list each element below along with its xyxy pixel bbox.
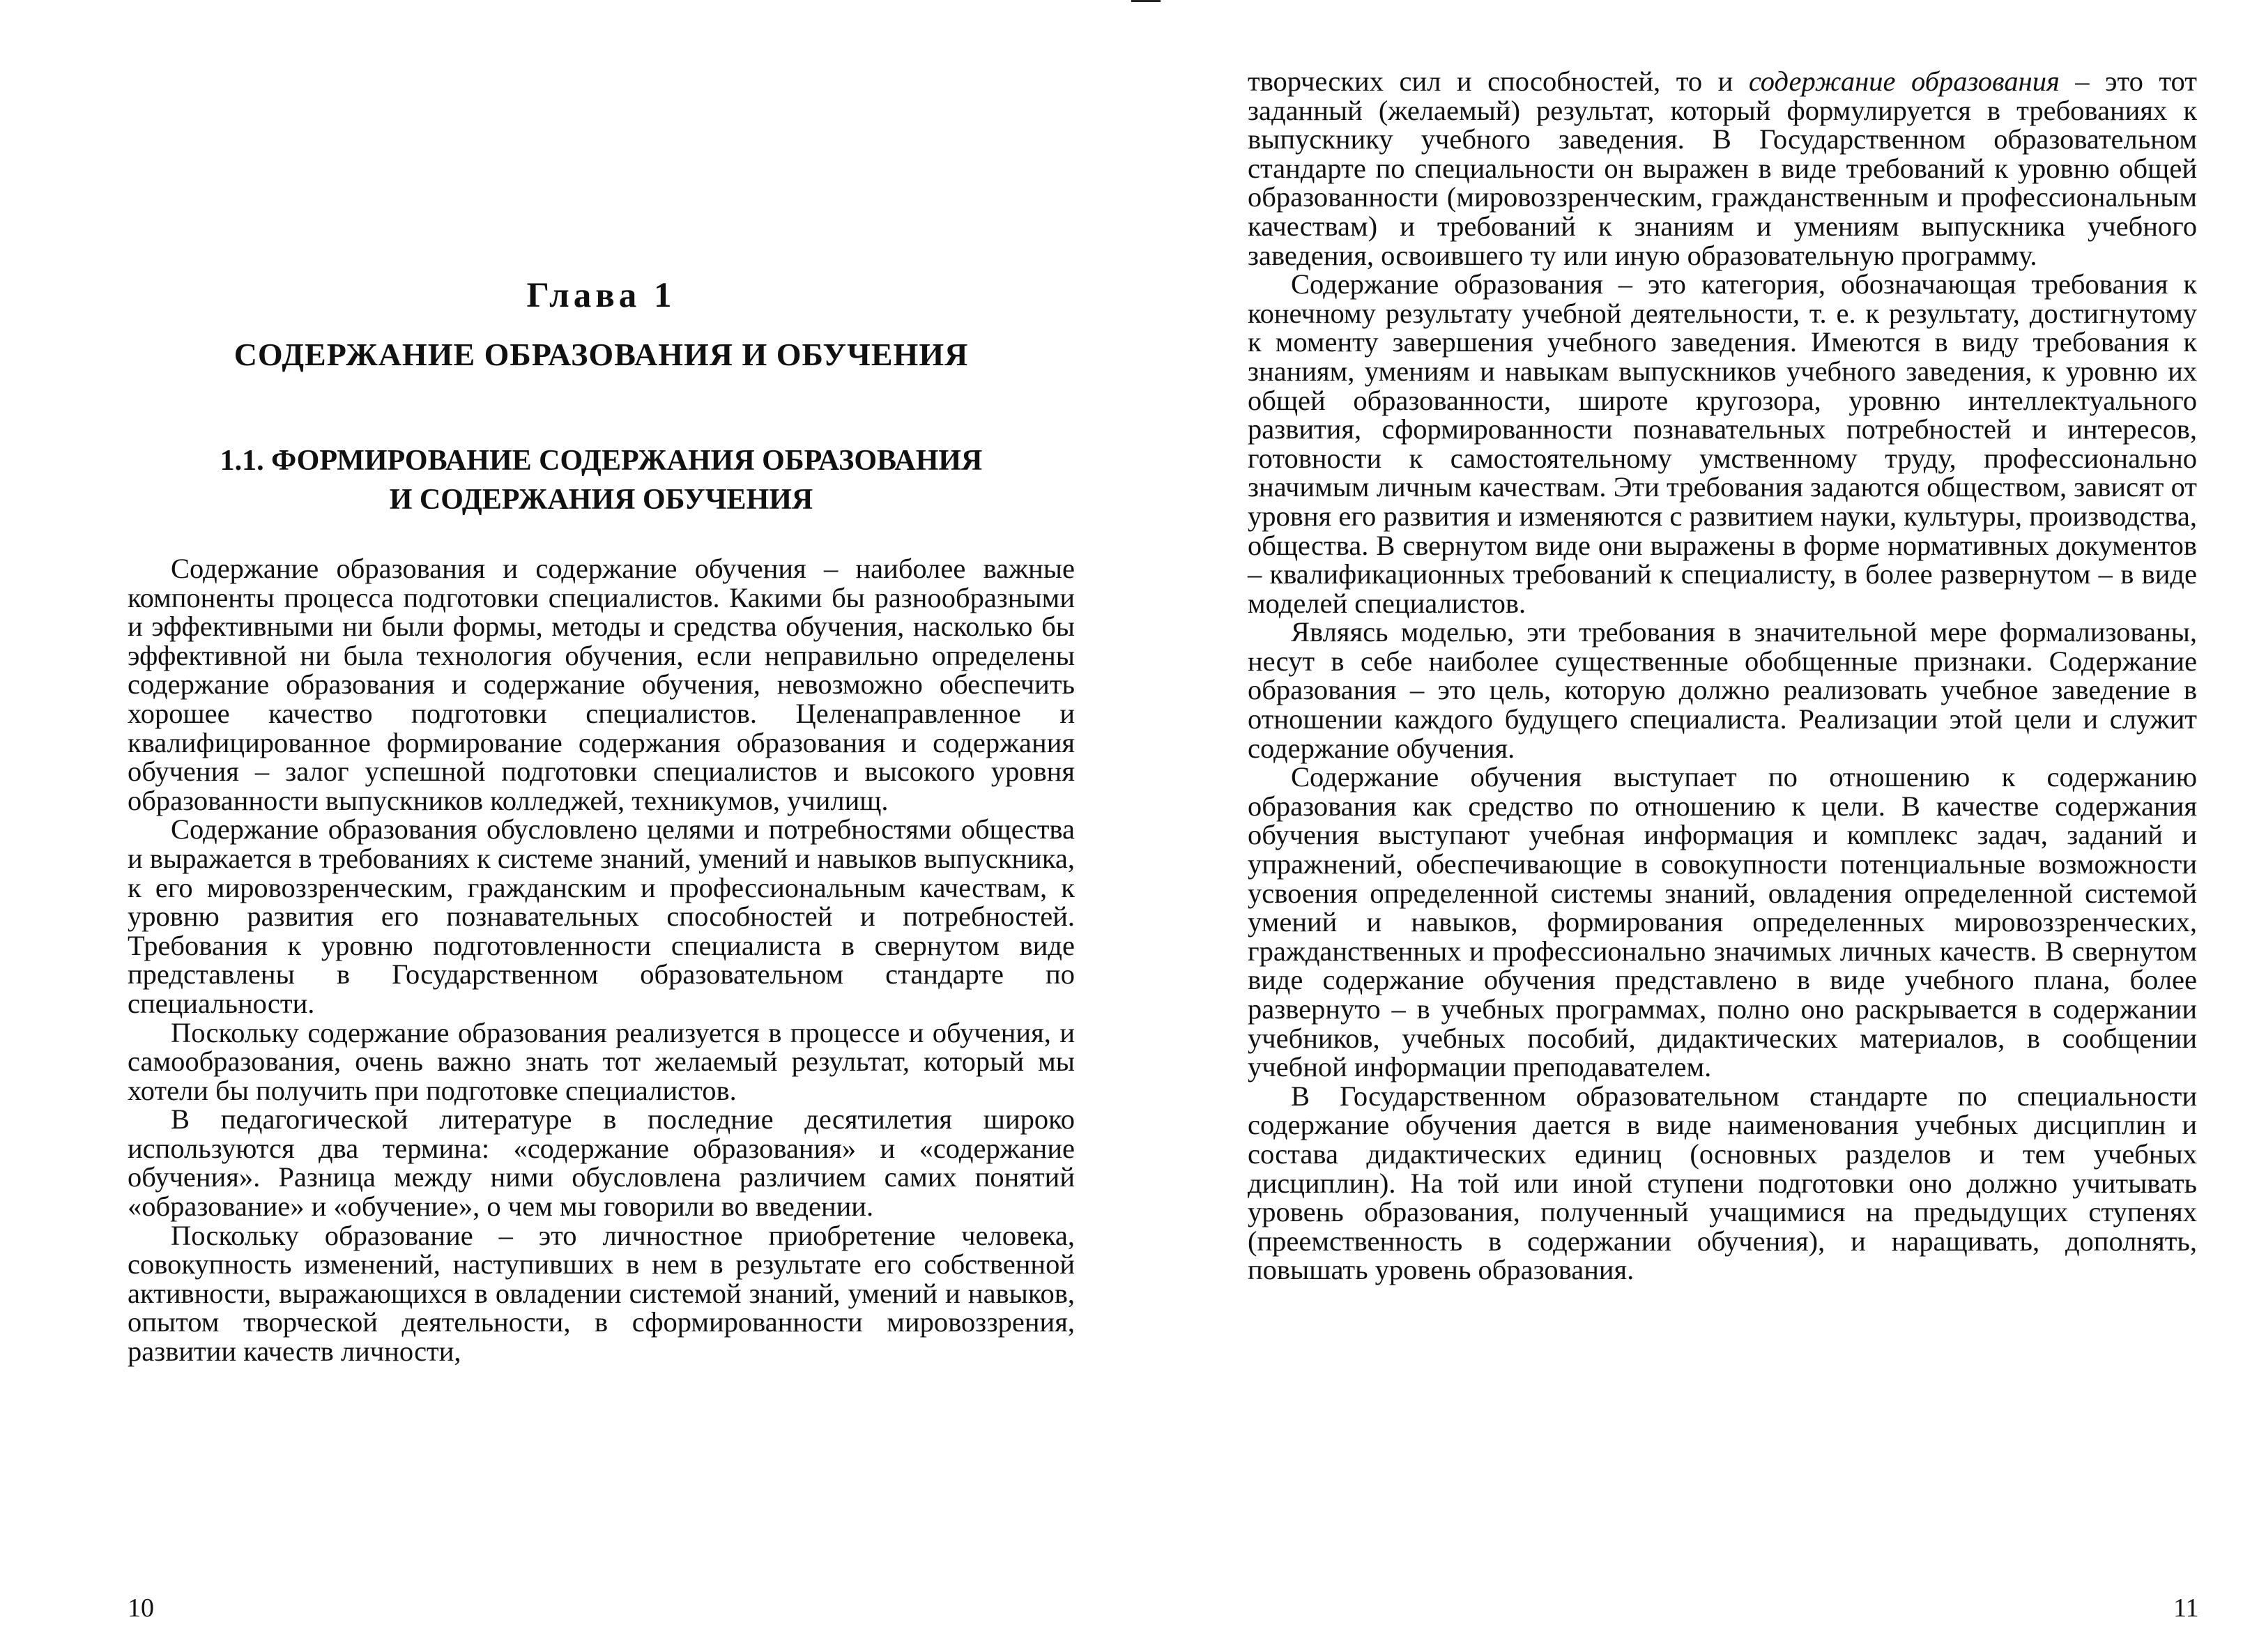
paragraph: Содержание образования – это категория, обозначающая требования к конечному результату учебной деятельности, т. е. к результату, достигнутому к моменту завершения учебного заведения. Имеются в виду требования к знаниям, умениям и навыкам выпускников учебного заведения, к уровню их общей образованности, широте кругозора, уровню интеллектуального развития, сформированности познавательных потребностей и интересов, готовности к самостоятельному умственному труду, профессионально значимым личным качествам. Эти требования задаются обществом, зависят от уровня его развития и изменяются с развитием науки, культуры, производства, общества. В свернутом виде они выражены в форме нормативных документов – квалификационных требований к специалисту, в более развернутом – в виде моделей специалистов. [1248, 268, 2197, 619]
paragraph: Поскольку образование – это личностное приобретение человека, совокупность изменений, наступивших в нем в результате его собственной активности, выражающихся в овладении системой знаний, умений и навыков, опытом творческой деятельности, в сформированности мировоззрения, развитии качеств личности, [128, 1219, 1075, 1368]
paragraph: Содержание образования обусловлено целями и потребностями общества и выражается в требованиях к системе знаний, умений и навыков выпускника, к его мировоззренческим, гражданским и профессиональным качествам, к уровню развития его познавательных способностей и потребностей. Требования к уровню подготовленности специалиста в свернутом виде представлены в Государственном образовательном стандарте по специальности. [128, 813, 1075, 1019]
paragraph: Содержание обучения выступает по отношению к содержанию образования как средство по отношению к цели. В качестве содержания обучения выступают учебная информация и комплекс задач, заданий и упражнений, обеспечивающие в совокупности потенциальные возможности усвоения определенной системы знаний, овладения определенной системой умений и навыков, формирования определенных мировоззренческих, гражданственных и профессионально значимых личных качеств. В свернутом виде содержание обучения представлено в виде учебного плана, более развернуто – в учебных программах, полно оно раскрывается в содержании учебников, учебных пособий, дидактических материалов, в сообщении учебной информации преподавателем. [1248, 761, 2197, 1083]
continued-text-end: – это тот заданный (желаемый) результат, который формулируется в требованиях к выпускнику учебного заведения. В Государственном образовательном стандарте по специальности он выражен в виде требований к уровню общей образованности (мировоззренческим, гражданственным и профессиональным качествам) и требований к знаниям и умениям выпускника учебного заведения, освоившего ту или иную образовательную программу. [1248, 66, 2197, 271]
section-title-line-1: 1.1. ФОРМИРОВАНИЕ СОДЕРЖАНИЯ ОБРАЗОВАНИЯ [220, 445, 983, 477]
section-title-line-2: И СОДЕРЖАНИЯ ОБУЧЕНИЯ [389, 484, 813, 516]
emphasized-term: содержание образования [1748, 66, 2060, 97]
paragraph: Поскольку содержание образования реализуется в процессе и обучения, и самообразования, очень важно знать тот желаемый результат, который мы хотели бы получить при подготовке специалистов. [128, 1016, 1075, 1106]
section-title [128, 441, 1075, 519]
continued-paragraph [1248, 67, 2197, 270]
right-text-column [1248, 67, 2197, 1285]
paragraph: Содержание образования и содержание обучения – наиболее важные компоненты процесса подготовки специалистов. Какими бы разнообразными и эффективными ни были формы, методы и средства обучения, насколько бы эффективной ни была технология обучения, если неправильно определены содержание образования и содержание обучения, невозможно обеспечить хорошее качество подготовки специалистов. Целенаправленное и квалифицированное формирование содержания образования и содержания обучения – залог успешной подготовки специалистов и высокого уровня образованности выпускников колледжей, техникумов, училищ. [128, 553, 1075, 816]
paragraph: В педагогической литературе в последние десятилетия широко используются два термина: «содержание образования» и «содержание обучения». Разница между ними обусловлена различием самих понятий «образование» и «обучение», о чем мы говорили во введении. [128, 1103, 1075, 1223]
paragraph: В Государственном образовательном стандарте по специальности содержание обучения дается в виде наименования учебных дисциплин и состава дидактических единиц (основных разделов и тем учебных дисциплин). На той или иной ступени подготовки оно должно учитывать уровень образования, полученный учащимися на предыдущих ступенях (преемственность в содержании обучения), и наращивать, дополнять, повышать уровень образования. [1248, 1080, 2197, 1286]
left-text-column [128, 554, 1075, 1366]
paragraph: Являясь моделью, эти требования в значительной мере формализованы, несут в себе наиболее существенные обобщенные признаки. Содержание образования – это цель, которую должно реализовать учебное заведение в отношении каждого будущего специалиста. Реализации этой цели и служит содержание обучения. [1248, 616, 2197, 764]
right-page [1122, 0, 2243, 1652]
page-number: 11 [2173, 1593, 2199, 1623]
continued-text-start: творческих сил и способностей, то и [1248, 66, 1749, 97]
page-number: 10 [128, 1593, 154, 1623]
chapter-title: СОДЕРЖАНИЕ ОБРАЗОВАНИЯ И ОБУЧЕНИЯ [234, 337, 969, 372]
chapter-label: Глава 1 [526, 276, 676, 315]
